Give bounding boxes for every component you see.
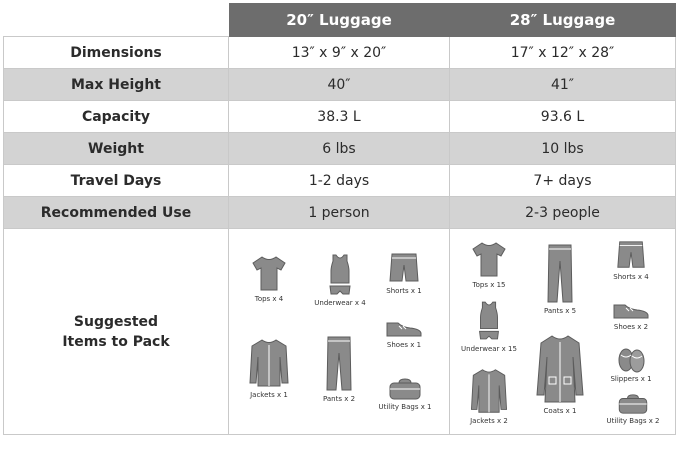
utility-bag-icon	[616, 393, 650, 415]
value-28: 2-3 people	[450, 197, 676, 229]
row-label: Max Height	[4, 69, 229, 101]
items-20-cell	[229, 229, 450, 435]
coat-icon	[534, 333, 586, 405]
suggested-label-cell	[4, 229, 229, 435]
item-tops	[245, 253, 293, 303]
pants-icon	[545, 243, 575, 305]
item-caption: Shoes x 2	[613, 323, 649, 331]
header-28-luggage: 28″ Luggage	[450, 4, 676, 37]
tshirt-icon	[469, 239, 509, 279]
item-underwear	[460, 299, 518, 353]
row-weight	[4, 133, 676, 165]
item-pants	[534, 243, 586, 315]
value-28: 7+ days	[450, 165, 676, 197]
value-28: 10 lbs	[450, 133, 676, 165]
shorts-icon	[615, 239, 647, 271]
item-caption: Underwear x 4	[314, 299, 366, 307]
jacket-icon	[247, 337, 291, 389]
row-label: Recommended Use	[4, 197, 229, 229]
suggested-line-2: Items to Pack	[62, 333, 170, 350]
item-caption: Utility Bags x 2	[606, 417, 660, 425]
tshirt-icon	[249, 253, 289, 293]
row-dimensions	[4, 37, 676, 69]
row-travel-days	[4, 165, 676, 197]
row-label: Dimensions	[4, 37, 229, 69]
tank-underwear-icon	[472, 299, 506, 343]
header-20-luggage: 20″ Luggage	[229, 4, 450, 37]
item-tops	[464, 239, 514, 289]
value-28: 17″ x 12″ x 28″	[450, 37, 676, 69]
shoe-icon	[611, 299, 651, 321]
item-jackets	[462, 367, 516, 425]
value-28: 41″	[450, 69, 676, 101]
item-jackets	[243, 337, 295, 399]
shorts-icon	[387, 251, 421, 285]
item-caption: Tops x 15	[472, 281, 506, 289]
value-20: 13″ x 9″ x 20″	[229, 37, 450, 69]
item-caption: Pants x 5	[543, 307, 577, 315]
value-28: 93.6 L	[450, 101, 676, 133]
jacket-icon	[468, 367, 510, 415]
tank-underwear-icon	[322, 253, 358, 297]
item-caption: Pants x 2	[322, 395, 356, 403]
item-caption: Coats x 1	[543, 407, 577, 415]
pants-icon	[324, 335, 354, 393]
row-suggested-items	[4, 229, 676, 435]
item-utility	[602, 393, 664, 425]
suggested-line-1: Suggested	[73, 313, 159, 330]
shoe-icon	[384, 317, 424, 339]
row-recommended-use	[4, 197, 676, 229]
item-caption: Tops x 4	[254, 295, 284, 303]
item-underwear	[311, 253, 369, 307]
value-20: 40″	[229, 69, 450, 101]
value-20: 1 person	[229, 197, 450, 229]
value-20: 38.3 L	[229, 101, 450, 133]
items-28-cell	[450, 229, 676, 435]
item-caption: Underwear x 15	[461, 345, 517, 353]
row-label: Capacity	[4, 101, 229, 133]
row-capacity	[4, 101, 676, 133]
item-caption: Shoes x 1	[386, 341, 422, 349]
item-caption: Shorts x 4	[613, 273, 649, 281]
row-max-height	[4, 69, 676, 101]
item-caption: Utility Bags x 1	[378, 403, 432, 411]
item-shoes	[606, 299, 656, 331]
item-pants	[313, 335, 365, 403]
item-caption: Shorts x 1	[386, 287, 422, 295]
row-label: Travel Days	[4, 165, 229, 197]
item-caption: Slippers x 1	[610, 375, 652, 383]
value-20: 6 lbs	[229, 133, 450, 165]
comparison-table	[3, 3, 676, 435]
header-blank	[4, 4, 229, 37]
suggested-label	[4, 312, 228, 352]
item-caption: Jackets x 1	[250, 391, 288, 399]
item-caption: Jackets x 2	[470, 417, 508, 425]
item-shorts	[606, 239, 656, 281]
slippers-icon	[615, 347, 647, 373]
item-utility	[375, 377, 435, 411]
row-label: Weight	[4, 133, 229, 165]
item-coats	[532, 333, 588, 415]
header-row	[4, 4, 676, 37]
utility-bag-icon	[387, 377, 423, 401]
item-shoes	[379, 317, 429, 349]
item-slippers	[606, 347, 656, 383]
value-20: 1-2 days	[229, 165, 450, 197]
item-shorts	[379, 251, 429, 295]
